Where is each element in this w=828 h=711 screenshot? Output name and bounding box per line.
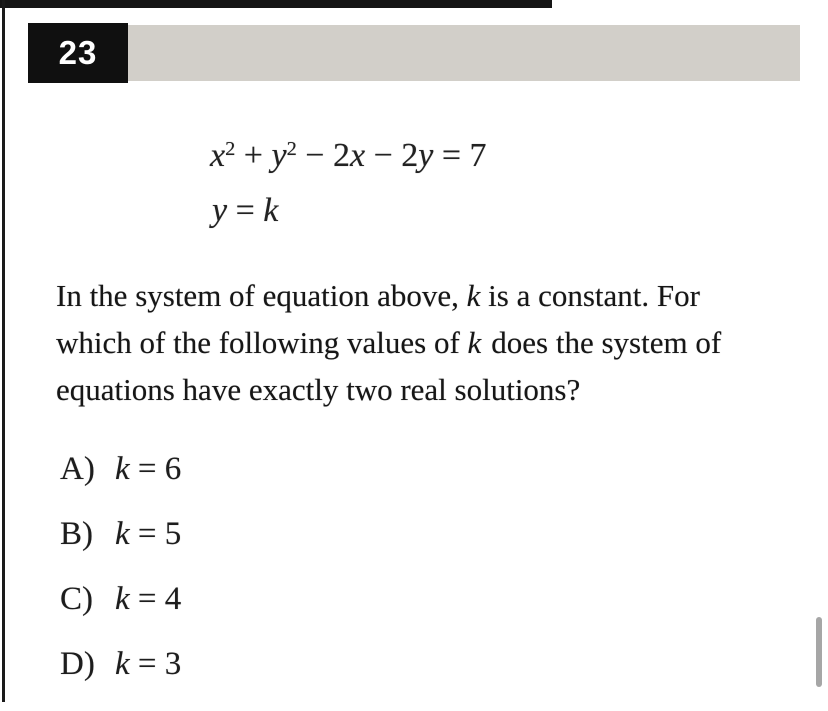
answer-choice-b[interactable] bbox=[60, 514, 181, 554]
question-text-line-2 bbox=[56, 319, 800, 366]
text-segment: which of the following values of bbox=[56, 325, 468, 360]
question-text bbox=[56, 272, 800, 413]
equation-line-2 bbox=[212, 194, 278, 228]
question-number-label: 23 bbox=[58, 34, 98, 71]
choice-letter: A) bbox=[60, 451, 95, 487]
math-operator: = bbox=[227, 192, 264, 229]
math-exponent: 2 bbox=[286, 137, 297, 160]
text-segment: does the system of bbox=[491, 325, 722, 360]
question-number-badge bbox=[28, 23, 128, 83]
answer-choice-c[interactable] bbox=[60, 579, 181, 619]
left-edge-line bbox=[2, 0, 5, 702]
math-variable: x bbox=[210, 137, 226, 174]
question-header-bar bbox=[128, 25, 800, 81]
math-variable: k bbox=[467, 325, 482, 360]
math-variable: k bbox=[466, 278, 481, 313]
choice-value: = 3 bbox=[137, 646, 182, 682]
math-variable: x bbox=[349, 137, 366, 174]
text-segment: equations have exactly two real solutions? bbox=[56, 372, 581, 407]
text-segment: is a constant. For bbox=[480, 278, 700, 313]
equation-line-1 bbox=[210, 139, 487, 173]
scrollbar-thumb[interactable] bbox=[816, 617, 822, 687]
choice-value: = 5 bbox=[137, 516, 182, 552]
math-operator: − 2 bbox=[296, 137, 350, 174]
question-text-line-1 bbox=[56, 272, 800, 319]
choice-letter: B) bbox=[60, 516, 93, 552]
math-variable: k bbox=[115, 516, 130, 552]
math-variable: y bbox=[271, 137, 287, 174]
choice-letter: C) bbox=[60, 581, 93, 617]
math-operator: + bbox=[235, 137, 272, 174]
math-variable: y bbox=[212, 192, 228, 229]
answer-choice-d[interactable] bbox=[60, 644, 181, 684]
question-text-line-3 bbox=[56, 366, 800, 413]
math-exponent: 2 bbox=[225, 137, 236, 160]
choice-value: = 4 bbox=[137, 581, 182, 617]
math-variable: k bbox=[115, 646, 130, 682]
math-operator: − 2 bbox=[365, 137, 419, 174]
math-variable: k bbox=[115, 581, 130, 617]
math-variable: y bbox=[418, 137, 434, 174]
top-edge-bar bbox=[0, 0, 552, 8]
math-variable: k bbox=[263, 192, 279, 229]
choice-value: = 6 bbox=[137, 451, 182, 487]
math-variable: k bbox=[115, 451, 130, 487]
answer-choice-a[interactable] bbox=[60, 449, 181, 489]
text-segment: In the system of equation above, bbox=[56, 278, 467, 313]
choice-letter: D) bbox=[60, 646, 95, 682]
math-operator: = 7 bbox=[433, 137, 487, 174]
